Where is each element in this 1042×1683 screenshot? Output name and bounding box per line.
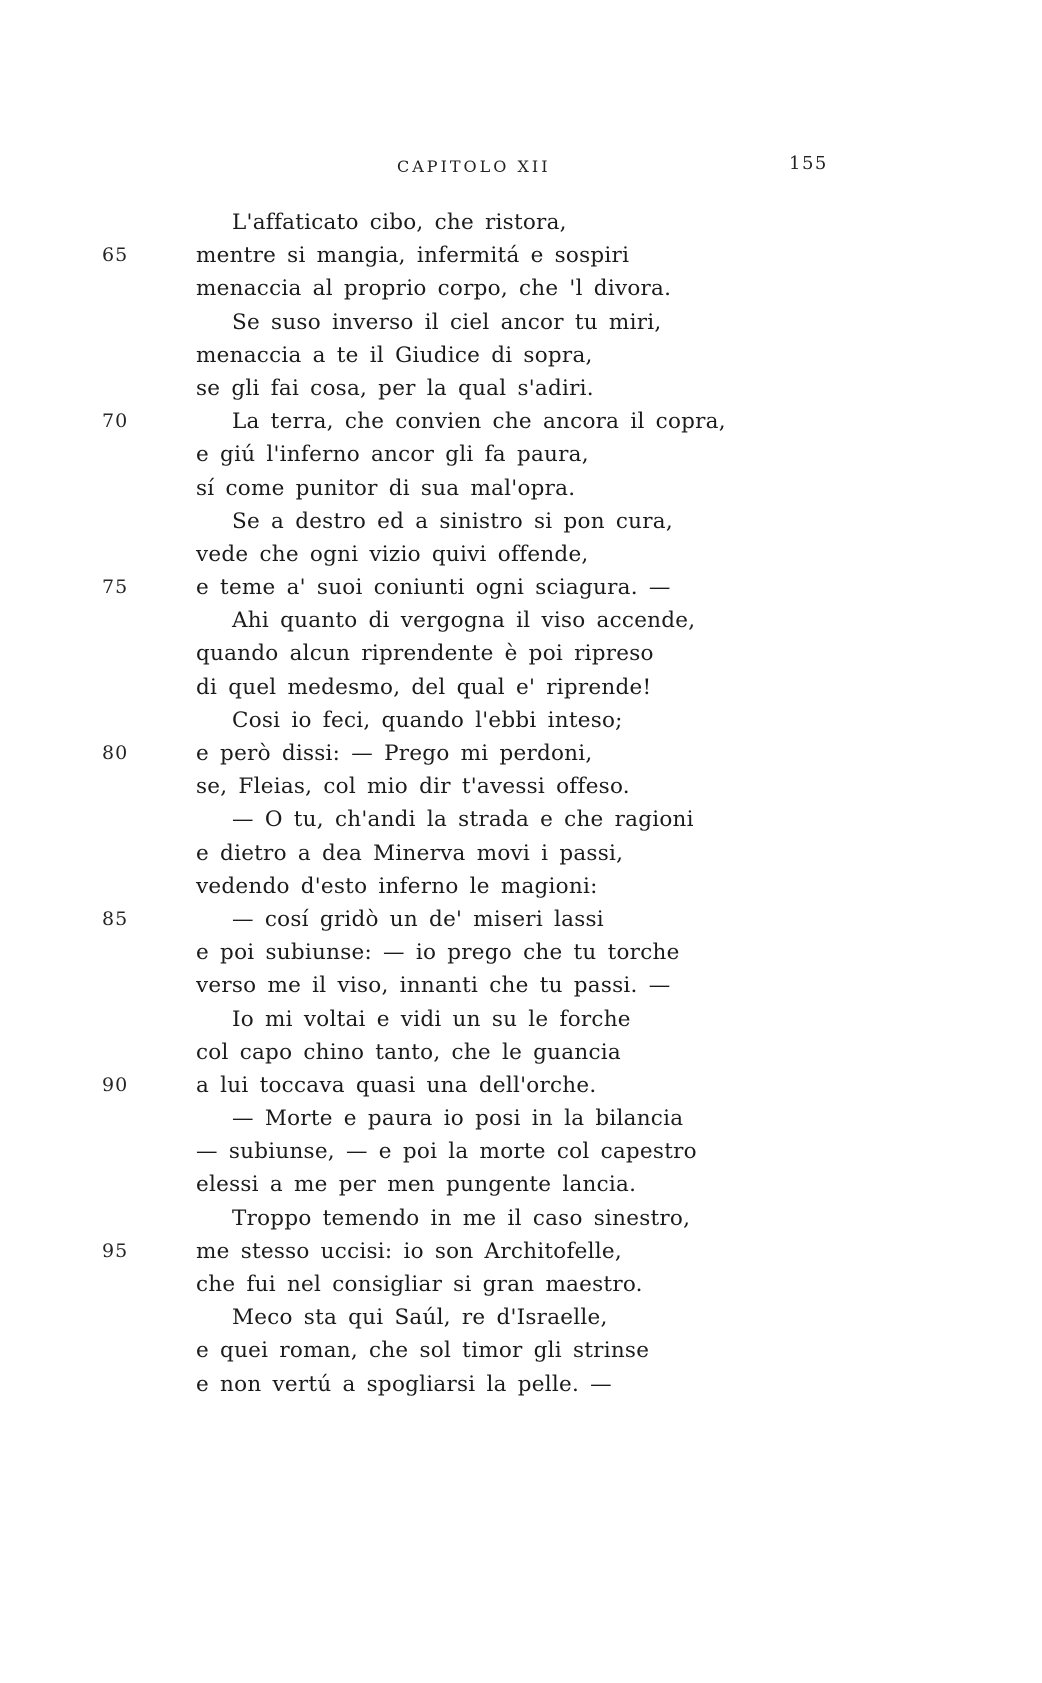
verse-line xyxy=(0,1268,1042,1301)
verse-text: se, Fleias, col mio dir t'avessi offeso. xyxy=(196,774,630,800)
verse-text: e poi subiunse: — io prego che tu torche xyxy=(196,940,680,966)
verse-text: mentre si mangia, infermitá e sospiri xyxy=(196,243,630,269)
verse-line xyxy=(0,372,1042,405)
verse-text: e non vertú a spogliarsi la pelle. — xyxy=(196,1371,612,1397)
verse-line xyxy=(0,239,1042,272)
verse-line xyxy=(0,571,1042,604)
running-head-chapter: CAPITOLO XII xyxy=(397,157,551,176)
verse-line xyxy=(0,803,1042,836)
verse-line xyxy=(0,903,1042,936)
line-number: 80 xyxy=(102,742,129,764)
verse-line xyxy=(0,1135,1042,1168)
verse-line xyxy=(0,206,1042,239)
verse-line xyxy=(0,1036,1042,1069)
verse-line xyxy=(0,770,1042,803)
verse-text: L'affaticato cibo, che ristora, xyxy=(232,210,567,235)
page-number: 155 xyxy=(789,153,828,174)
line-number: 90 xyxy=(102,1073,129,1096)
line-number: 95 xyxy=(102,1239,129,1262)
verse-text: Ahi quanto di vergogna il viso accende, xyxy=(232,608,696,634)
verse-text: sí come punitor di sua mal'opra. xyxy=(196,475,576,501)
verse-line xyxy=(0,1069,1042,1102)
verse-text: — O tu, ch'andi la strada e che ragioni xyxy=(232,807,694,833)
verse-line xyxy=(0,737,1042,770)
poem-block xyxy=(0,206,1042,1401)
verse-line xyxy=(0,870,1042,903)
verse-line xyxy=(0,405,1042,438)
verse-text: Io mi voltai e vidi un su le forche xyxy=(232,1006,631,1032)
verse-text: menaccia a te il Giudice di sopra, xyxy=(196,342,593,368)
verse-text: elessi a me per men pungente lancia. xyxy=(196,1172,637,1198)
verse-text: me stesso uccisi: io son Architofelle, xyxy=(196,1238,622,1264)
verse-line xyxy=(0,671,1042,704)
verse-text: Cosi io feci, quando l'ebbi inteso; xyxy=(232,707,623,733)
verse-line xyxy=(0,438,1042,471)
verse-line xyxy=(0,538,1042,571)
verse-line xyxy=(0,272,1042,305)
verse-line xyxy=(0,1102,1042,1135)
verse-text: Se a destro ed a sinistro si pon cura, xyxy=(232,508,673,534)
verse-line xyxy=(0,637,1042,670)
verse-line xyxy=(0,1235,1042,1268)
verse-text: vede che ogni vizio quivi offende, xyxy=(196,541,589,567)
verse-line xyxy=(0,704,1042,737)
verse-line xyxy=(0,1003,1042,1036)
verse-text: e dietro a dea Minerva movi i passi, xyxy=(196,840,624,866)
verse-line xyxy=(0,339,1042,372)
verse-line xyxy=(0,306,1042,339)
verse-line xyxy=(0,936,1042,969)
verse-line xyxy=(0,505,1042,538)
verse-text: col capo chino tanto, che le guancia xyxy=(196,1039,621,1065)
verse-text: che fui nel consigliar si gran maestro. xyxy=(196,1272,643,1297)
line-number: 65 xyxy=(102,244,129,267)
verse-text: e teme a' suoi coniunti ogni sciagura. — xyxy=(196,575,671,601)
line-number: 75 xyxy=(102,576,129,599)
line-number: 85 xyxy=(102,907,129,930)
verse-text: Se suso inverso il ciel ancor tu miri, xyxy=(232,309,662,335)
verse-text: a lui toccava quasi una dell'orche. xyxy=(196,1072,597,1098)
verse-line xyxy=(0,837,1042,870)
line-number: 70 xyxy=(102,410,129,433)
verse-line xyxy=(0,1368,1042,1401)
verse-text: — Morte e paura io posi in la bilancia xyxy=(232,1106,684,1132)
verse-line xyxy=(0,604,1042,637)
verse-text: La terra, che convien che ancora il copra, xyxy=(232,409,726,435)
verse-line xyxy=(0,1202,1042,1235)
verse-line xyxy=(0,1168,1042,1201)
verse-text: — cosí gridò un de' miseri lassi xyxy=(232,906,604,932)
verse-text: di quel medesmo, del qual e' riprende! xyxy=(196,674,652,700)
verse-text: — subiunse, — e poi la morte col capestro xyxy=(196,1139,697,1165)
verse-text: se gli fai cosa, per la qual s'adiri. xyxy=(196,375,594,401)
verse-text: menaccia al proprio corpo, che 'l divora. xyxy=(196,276,672,302)
verse-text: verso me il viso, innanti che tu passi. — xyxy=(196,973,671,999)
verse-text: Troppo temendo in me il caso sinestro, xyxy=(232,1205,691,1231)
verse-text: e quei roman, che sol timor gli strinse xyxy=(196,1338,650,1364)
verse-line xyxy=(0,1301,1042,1334)
verse-line xyxy=(0,1334,1042,1367)
verse-text: e giú l'inferno ancor gli fa paura, xyxy=(196,442,589,468)
verse-text: quando alcun riprendente è poi ripreso xyxy=(196,641,654,667)
verse-text: Meco sta qui Saúl, re d'Israelle, xyxy=(232,1305,608,1331)
verse-line xyxy=(0,969,1042,1002)
verse-text: e però dissi: — Prego mi perdoni, xyxy=(196,741,593,766)
verse-line xyxy=(0,472,1042,505)
verse-text: vedendo d'esto inferno le magioni: xyxy=(196,873,598,899)
